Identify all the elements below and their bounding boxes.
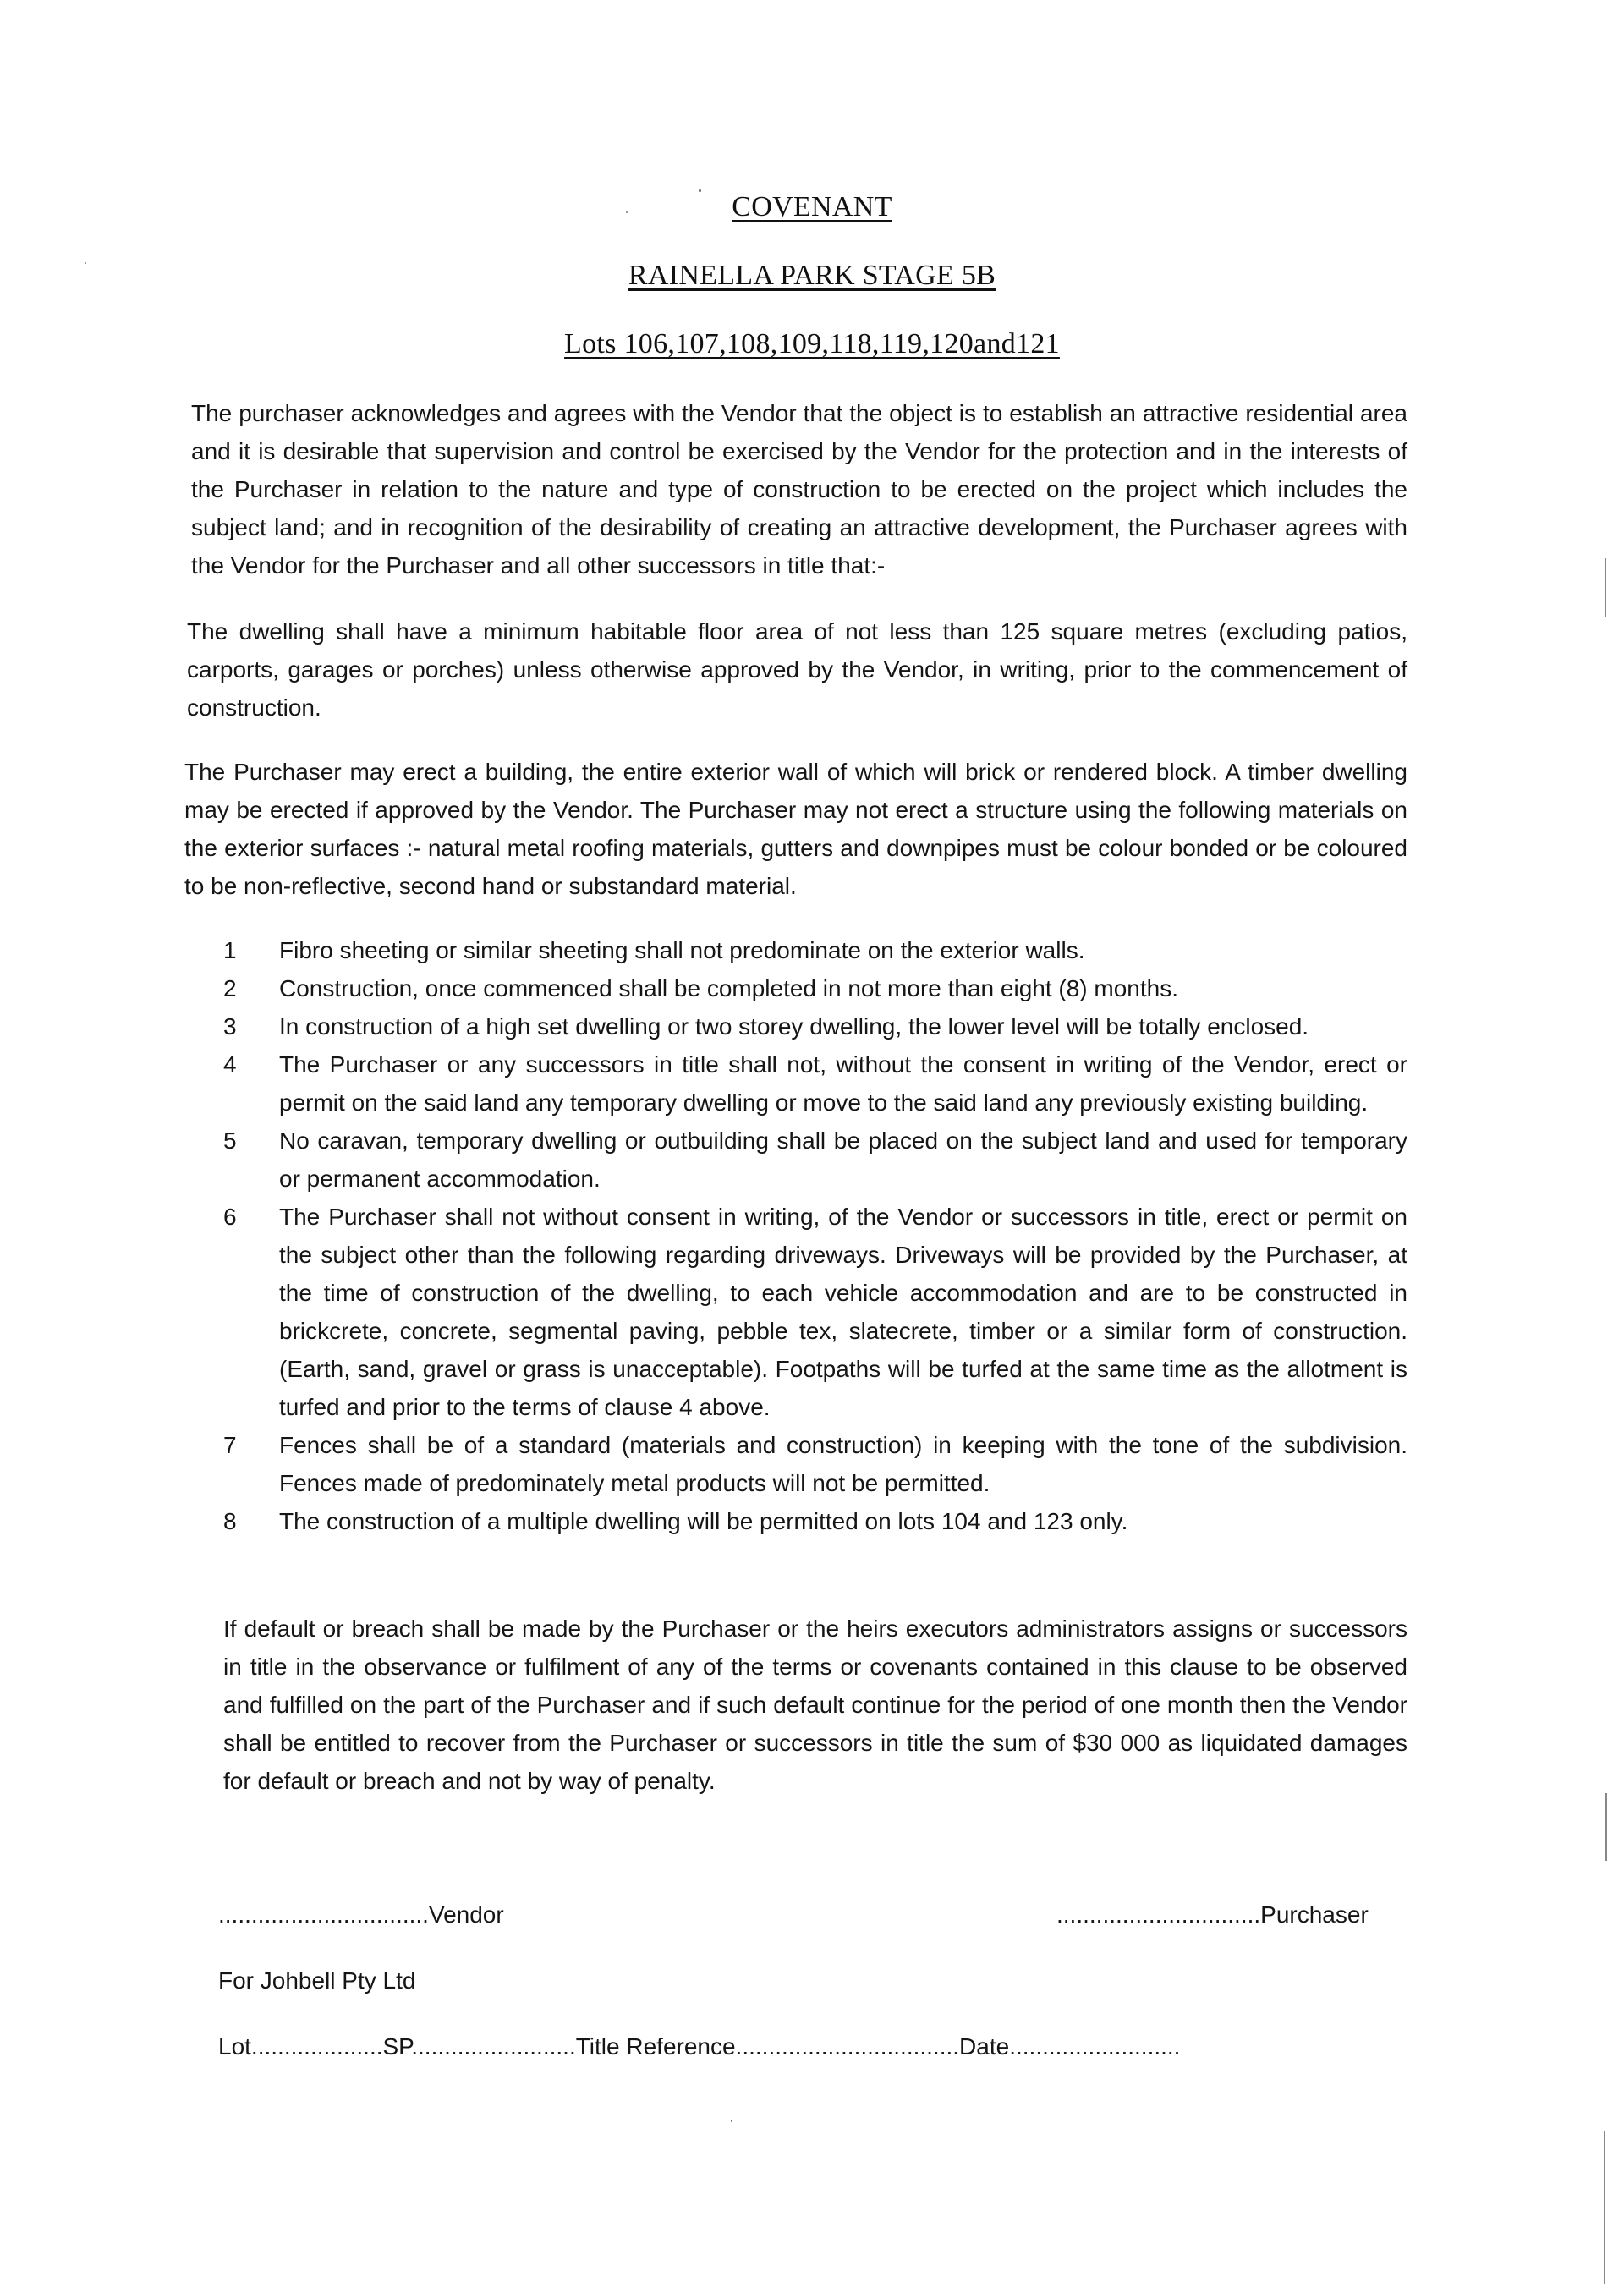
clause-number: 1: [223, 937, 237, 963]
scan-edge-mark: [1604, 2131, 1605, 2284]
default-paragraph: If default or breach shall be made by the Purchaser or the heirs executors administrators assigns or successors in title in the observance or fulfilment of any of the terms or covenants contained in this clause to be observed and fulfilled on the part of the Purchaser and if such default continue for the period of one month then the Vendor shall be entitled to recover from the Purchaser or successors in title the sum of $30 000 as liquidated damages for default or breach and not by way of penalty.: [223, 1616, 1407, 1794]
scan-speck: [626, 211, 628, 213]
clause-item: [223, 1198, 1407, 1426]
clause-list: [223, 931, 1407, 1540]
clause-text: Construction, once commenced shall be completed in not more than eight (8) months.: [279, 975, 1179, 1001]
clause-item: [223, 969, 1407, 1007]
clause-text: No caravan, temporary dwelling or outbuilding shall be placed on the subject land and used for temporary or permanent accommodation.: [279, 1127, 1407, 1192]
clause-item: [223, 931, 1407, 969]
lot-details-line: Lot....................SP.........................Title Reference..................................Date..........................: [218, 2033, 1181, 2060]
clause-number: 3: [223, 1013, 237, 1040]
scan-speck: [85, 262, 86, 264]
company-name: For Johbell Pty Ltd: [218, 1967, 416, 1994]
scan-speck: [731, 2120, 732, 2122]
clause-text: In construction of a high set dwelling or two storey dwelling, the lower level will be totally enclosed.: [279, 1013, 1309, 1040]
clause-text: The Purchaser or any successors in title shall not, without the consent in writing of the Vendor, erect or permit on the said land any temporary dwelling or move to the said land any previously existing building.: [279, 1051, 1407, 1116]
scan-edge-mark: [1605, 1793, 1607, 1861]
materials-paragraph: The Purchaser may erect a building, the entire exterior wall of which will brick or rendered block. A timber dwelling may be erected if approved by the Vendor. The Purchaser may not erect a structure using the following materials on the exterior surfaces :- natural metal roofing materials, gutters and downpipes must be colour bonded or be coloured to be non-reflective, second hand or substandard material.: [184, 759, 1407, 899]
floor-area-paragraph: The dwelling shall have a minimum habitable floor area of not less than 125 square metres (excluding patios, carports, garages or porches) unless otherwise approved by the Vendor, in writing, prior to the commencement of construction.: [187, 618, 1407, 721]
intro-paragraph: The purchaser acknowledges and agrees with the Vendor that the object is to establish an attractive residential area and it is desirable that supervision and control be exercised by the Vendor for the protection and in the interests of the Purchaser in relation to the nature and type of construction to be erected on the project which includes the subject land; and in recognition of the desirability of creating an attractive development, the Purchaser agrees with the Vendor for the Purchaser and all other successors in title that:-: [191, 400, 1407, 579]
document-title: COVENANT: [732, 191, 892, 222]
clause-item: [223, 1045, 1407, 1122]
estate-subtitle: RAINELLA PARK STAGE 5B: [628, 260, 996, 291]
clause-item: [223, 1007, 1407, 1045]
clause-text: The construction of a multiple dwelling will be permitted on lots 104 and 123 only.: [279, 1508, 1128, 1534]
clause-number: 7: [223, 1432, 237, 1458]
clause-number: 2: [223, 975, 237, 1001]
scan-speck: [699, 189, 701, 192]
clause-number: 6: [223, 1204, 237, 1230]
clause-item: [223, 1502, 1407, 1540]
clause-text: Fibro sheeting or similar sheeting shall not predominate on the exterior walls.: [279, 937, 1085, 963]
vendor-signature-line: ................................Vendor: [218, 1901, 504, 1928]
clause-number: 4: [223, 1051, 237, 1078]
clause-item: [223, 1426, 1407, 1502]
scan-edge-mark: [1605, 558, 1606, 617]
clause-number: 5: [223, 1127, 237, 1154]
clause-item: [223, 1122, 1407, 1198]
clause-text: The Purchaser shall not without consent in writing, of the Vendor or successors in title, erect or permit on the subject other than the following regarding driveways. Driveways will be provided by the Purchaser, at the time of construction of the dwelling, to each vehicle accommodation and are to be constructed in brickcrete, concrete, segmental paving, pebble tex, slatecrete, timber or a similar form of construction. (Earth, sand, gravel or grass is unacceptable). Footpaths will be turfed at the same time as the allotment is turfed and prior to the terms of clause 4 above.: [279, 1204, 1407, 1420]
purchaser-signature-line: ...............................Purchaser: [1056, 1901, 1369, 1928]
clause-number: 8: [223, 1508, 237, 1534]
clause-text: Fences shall be of a standard (materials and construction) in keeping with the tone of the subdivision. Fences made of predominately metal products will not be permitted.: [279, 1432, 1407, 1496]
lots-heading: Lots 106,107,108,109,118,119,120and121: [564, 328, 1060, 359]
